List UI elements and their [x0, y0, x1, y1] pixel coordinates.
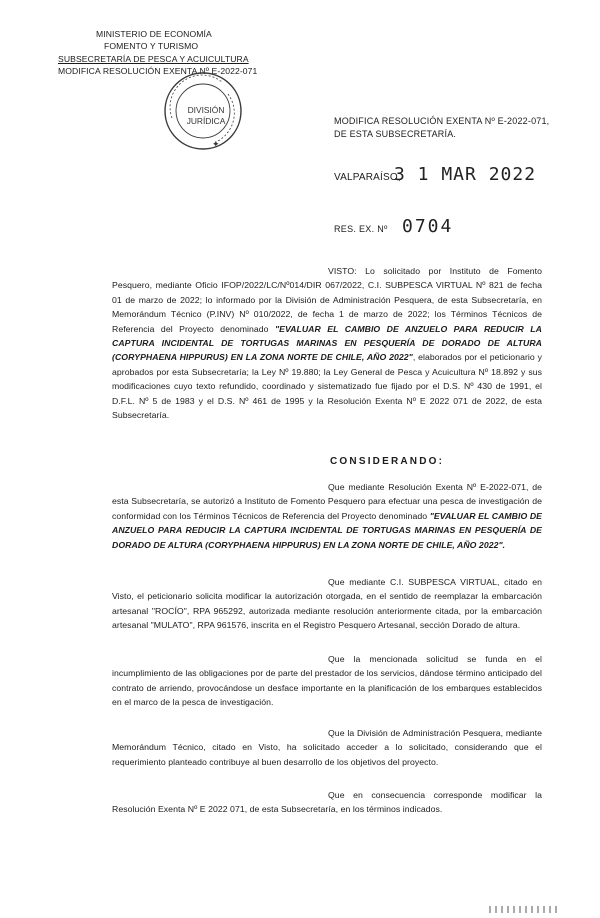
subsecretaria-name: SUBSECRETARÍA DE PESCA Y ACUICULTURA [58, 53, 249, 64]
considerando-5-text: Que en consecuencia corresponde modificar la Resolución Exenta Nº E 2022 071, de esta Subsecretaría, en los términos indicados. [112, 790, 542, 815]
folio-marks [488, 904, 562, 914]
considerando-2-text: Que mediante C.I. SUBPESCA VIRTUAL, citado en Visto, el peticionario solicita modificar la autorización otorgada, en el sentido de reemplazar la embarcación artesanal "ROCÍO", RPA 965292, autorizada mediante resolución anteriormente citada, por la embarcación artesanal "MULATO", RPA 961576, inscrita en el Registro Pesquero Artesanal, sección Dorado de altura. [112, 577, 542, 631]
considerando-paragraph-3 [112, 652, 542, 710]
considerando-heading: CONSIDERANDO: [330, 456, 445, 467]
considerando-1-project-title: "EVALUAR EL CAMBIO DE ANZUELO PARA REDUCIR LA CAPTURA INCIDENTAL DE TORTUGAS MARINAS EN PESQUERÍA DE DORADO DE ALTURA (CORYPHAENA HIPPURUS) EN LA ZONA NORTE DE CHILE, AÑO 2022". [112, 510, 542, 550]
resolution-number: 0704 [402, 216, 454, 237]
considerando-paragraph-5 [112, 788, 542, 817]
date-stamp: 3 1 MAR 2022 [394, 164, 537, 185]
considerando-paragraph-2 [112, 575, 542, 633]
svg-text:✦: ✦ [212, 139, 220, 149]
reference-block [334, 115, 549, 141]
reference-line-1: MODIFICA RESOLUCIÓN EXENTA Nº E-2022-071, [334, 116, 550, 126]
stamp-line-2: JURÍDICA [186, 116, 226, 126]
visto-tail: , elaborados por el peticionario y aprobados por esta Subsecretaría; la Ley Nº 19.880; la Ley General de Pesca y Acuicultura Nº 18.892 y sus modificaciones cuyo texto refundido, coordinado y sistematizado fue fijado por el D.S. Nº 430 de 1991, el D.F.L. Nº 5 de 1983 y el D.S. Nº 461 de 1995 y la Resolución Exenta Nº E 2022 071 de 2022, de esta Subsecretaría. [112, 352, 542, 421]
considerando-4-text: Que la División de Administración Pesquera, mediante Memorándum Técnico, citado en Visto, ha solicitado acceder a lo solicitado, considerando que el requerimiento planteado contribuye al buen desarrollo de los objetivos del proyecto. [112, 728, 542, 767]
considerando-paragraph-1 [112, 480, 542, 552]
visto-paragraph [112, 264, 542, 422]
stamp-line-1: DIVISIÓN [187, 105, 225, 115]
document-subject: MODIFICA RESOLUCIÓN EXENTA Nº E-2022-071 [58, 66, 258, 77]
considerando-1-text: Que mediante Resolución Exenta Nº E-2022-071, de esta Subsecretaría, se autorizó a Instituto de Fomento Pesquero para efectuar una pesca de investigación de conformidad con los Términos Técnicos de Referencia del Proyecto denominado [112, 482, 542, 521]
resolution-number-label: RES. EX. Nº [334, 224, 388, 234]
stamp-label [180, 105, 232, 127]
ministry-name: MINISTERIO DE ECONOMÍA [96, 29, 212, 39]
reference-line-2: DE ESTA SUBSECRETARÍA. [334, 129, 457, 139]
visto-project-title: "EVALUAR EL CAMBIO DE ANZUELO PARA REDUCIR LA CAPTURA INCIDENTAL DE TORTUGAS MARINAS EN PESQUERÍA DE DORADO DE ALTURA (CORYPHAENA HIPPURUS) EN LA ZONA NORTE DE CHILE, AÑO 2022" [112, 323, 542, 363]
ministry-subtitle: FOMENTO Y TURISMO [104, 41, 199, 52]
considerando-paragraph-4 [112, 726, 542, 769]
considerando-3-text: Que la mencionada solicitud se funda en el incumplimiento de las obligaciones por de parte del prestador de los servicios, dándose término anticipado del contrato de arriendo, provocándose un desface importante en la planificación de los embarques establecidos en el marco de la pesca de investigación. [112, 654, 542, 708]
visto-text: VISTO: Lo solicitado por Instituto de Fomento Pesquero, mediante Oficio IFOP/2022/LC/Nº014/DIR 067/2022, C.I. SUBPESCA VIRTUAL Nº 821 de fecha 01 de marzo de 2022; lo informado por la División de Administración Pesquera, de esta Subsecretaría, en Memorándum Técnico (P.INV) Nº 010/2022, de fecha 1 de marzo de 2022; los Términos Técnicos de Referencia del Proyecto denominado [112, 266, 542, 334]
place-label: VALPARAÍSO, [334, 172, 401, 183]
